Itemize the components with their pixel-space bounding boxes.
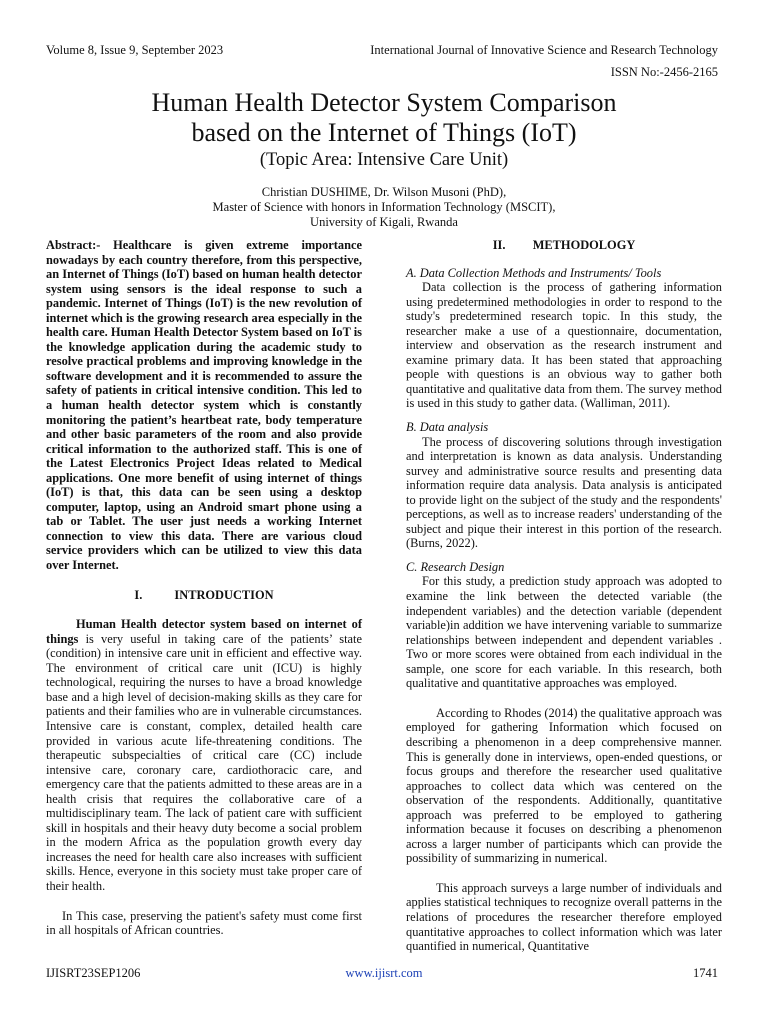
website-link[interactable]: www.ijisrt.com	[345, 966, 423, 980]
right-column	[406, 238, 722, 954]
section-heading-methodology	[406, 238, 722, 253]
section-number: II.	[492, 238, 506, 252]
issn: ISSN No:-2456-2165	[610, 65, 718, 79]
left-column	[46, 238, 362, 938]
paper-id: IJISRT23SEP1206	[46, 966, 141, 980]
author-affiliation: University of Kigali, Rwanda	[310, 215, 458, 229]
subsection-heading-a: A. Data Collection Methods and Instruments/ Tools	[406, 265, 662, 280]
section-title: INTRODUCTION	[174, 587, 274, 602]
intro-body: is very useful in taking care of the patients’ state (condition) in intensive care unit in efficient and effective way. The environment of critical care unit (ICU) is highly technological, requiring the nurses to have a broad knowledge base and a high level of decision-making skills as they care for patients and their families who are in vulnerable circumstances. Intensive care is constant, complex, detailed health care provided in various acute life-threatening conditions. The therapeutic subspecialties of critical care (CC) include intensive care, coronary care, cardiothoracic care, and emergency care that the patients admitted to these areas are in a health crisis that requires the collaborative care of a multidisciplinary team. The lack of patient care with sufficient skill in hospitals and their heavy duty become a social problem in the modern Africa as the population growth every day increases the need for health care also increases with sufficient skills. Hence, everyone in this society must take proper care of their health.	[46, 631, 362, 893]
volume-info: Volume 8, Issue 9, September 2023	[46, 43, 224, 57]
abstract: Abstract:- Healthcare is given extreme importance nowadays by each country therefore, from this perspective, an Internet of Things (IoT) based on human health detector system using sensors is the ideal response to such a pandemic. Internet of Things (IoT) is the new revolution of internet which is the growing research area especially in the health care. Human Health Detector System based on IoT is the knowledge application during the academic study to resolve practical problems and improving knowledge in the software development and it is recommended to assure the safety of patients in critical intensive condition. This led to a human health detector system which is constantly monitoring the patient’s heartbeat rate, body temperature and other basic parameters of the room and also provide critical information to the authorized staff. This is one of the Latest Electronics Project Ideas related to Medical applications. One more benefit of using internet of things (IoT) is that, this data can be seen using a desktop computer, laptop, using an Android smart phone using a tab or Tablet. The user just needs a working Internet connection to view this data. There are various cloud service providers which can be utilized to view this data over Internet.	[46, 238, 362, 573]
paper-title-line-2: based on the Internet of Things (IoT)	[191, 118, 577, 147]
intro-paragraph	[46, 617, 362, 893]
intro-lead: Human Health detector system based on internet of things	[46, 617, 362, 646]
section-number: I.	[134, 587, 143, 602]
journal-name: International Journal of Innovative Science and Research Technology	[370, 43, 718, 57]
paper-title-line-1: Human Health Detector System Comparison	[151, 88, 617, 117]
subsection-heading-c: C. Research Design	[406, 559, 505, 574]
section-heading-introduction	[46, 588, 362, 603]
author-block	[0, 185, 768, 230]
author-names: Christian DUSHIME, Dr. Wilson Musoni (PhD),	[261, 185, 507, 199]
page-number: 1741	[693, 966, 718, 980]
subsection-b-text: The process of discovering solutions through investigation and interpretation is known as data analysis. Understanding survey and administrative source results and presenting data information require data analysis. Data analysis is anticipated to provide light on the subject of the study and the respondents' perceptions, as well as to increase readers' understanding of the subject and pique their interest in this portion of the research. (Burns, 2022).	[406, 434, 722, 551]
subsection-c-text: For this study, a prediction study approach was adopted to examine the link between the detected variable (the independent variables) and the detection variable (dependent variable)in addition we have intervening variable to summarize relationships between independent and dependent variables . Two or more scores were obtained from each individual in the sample, one score for each variable. In this research, both qualitative and quantitative approaches was employed.	[406, 574, 722, 691]
subsection-a-text: Data collection is the process of gathering information using predetermined methodologies in order to respond to the study's predetermined research topic. In this study, the researcher make a use of a questionnaire, documentation, interview and observation as the research instrument and examine primary data. It has been stated that approaching people with questions is an obvious way to gather both quantitative and qualitative data from them. The survey method is used in this study to gather data. (Walliman, 2011).	[406, 280, 722, 411]
survey-paragraph: This approach surveys a large number of individuals and applies statistical techniques to recognize overall patterns in the relations of procedures the researcher therefore employed quantitative approaches to collect information which was later quantified in numerical, Quantitative	[406, 880, 722, 954]
intro-paragraph-2: In This case, preserving the patient's safety must come first in all hospitals of African countries.	[46, 908, 362, 938]
subsection-heading-b: B. Data analysis	[406, 420, 489, 435]
author-degree: Master of Science with honors in Information Technology (MSCIT),	[212, 200, 556, 214]
section-title: METHODOLOGY	[532, 238, 636, 252]
paper-subtitle: (Topic Area: Intensive Care Unit)	[259, 150, 509, 170]
rhodes-paragraph: According to Rhodes (2014) the qualitative approach was employed for gathering Information which focused on describing a phenomenon in a deep comprehensive manner. This is generally done in interviews, open-ended questions, or focus groups and therefore the researcher used qualitative approaches to collect data which was centered on the observation of the respondents. Additionally, quantitative approach was preferred to be employed to gathering information because it focuses on describing a phenomenon across a larger number of participants which can provide the possibility of summarizing in numerical.	[406, 705, 722, 866]
